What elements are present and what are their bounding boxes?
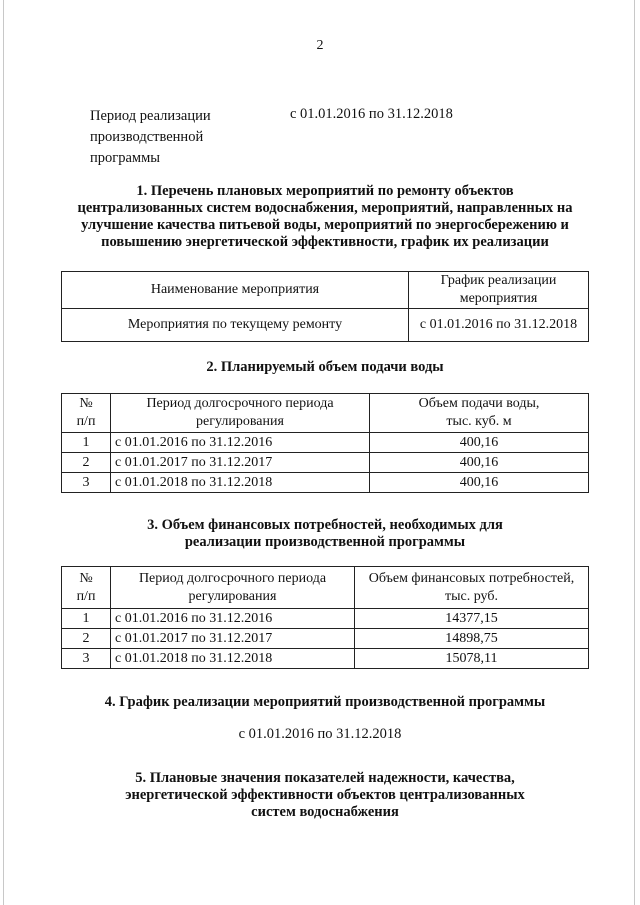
table-row: 3 с 01.01.2018 по 31.12.2018 400,16: [62, 473, 589, 493]
period-value: с 01.01.2016 по 31.12.2018: [290, 106, 453, 122]
section4-heading: 4. График реализации мероприятий производственной программы: [104, 694, 546, 710]
table-row: 1 с 01.01.2016 по 31.12.2016 400,16: [62, 433, 589, 453]
section1-table: [61, 271, 589, 342]
section3-heading: 3. Объем финансовых потребностей, необходимых для реализации производственной программы: [147, 517, 503, 550]
section2-table: [61, 393, 589, 493]
table-header-cell: Период долгосрочного периода регулирования: [111, 567, 355, 609]
table-header-cell: Объем финансовых потребностей, тыс. руб.: [355, 567, 589, 609]
table-header-cell: График реализации мероприятия: [409, 272, 589, 309]
section4-period-value: с 01.01.2016 по 31.12.2018: [238, 726, 402, 742]
table-row: 2 с 01.01.2017 по 31.12.2017 400,16: [62, 453, 589, 473]
period-label: Период реализации производственной программы: [90, 108, 211, 166]
table-cell: Мероприятия по текущему ремонту: [62, 309, 409, 342]
table-header-cell: Период долгосрочного периода регулирования: [111, 394, 370, 433]
table-header-cell: № п/п: [62, 567, 111, 609]
table-header-cell: № п/п: [62, 394, 111, 433]
table-header-cell: Наименование мероприятия: [62, 272, 409, 309]
table-row: 2 с 01.01.2017 по 31.12.2017 14898,75: [62, 629, 589, 649]
scan-edge-line: [3, 0, 4, 905]
table-row: 3 с 01.01.2018 по 31.12.2018 15078,11: [62, 649, 589, 669]
section5-heading: 5. Плановые значения показателей надежности, качества, энергетической эффективности объектов централизованных систем водоснабжения: [125, 770, 525, 820]
scan-edge-line: [634, 0, 635, 905]
section3-table: [61, 566, 589, 669]
table-cell: с 01.01.2016 по 31.12.2018: [409, 309, 589, 342]
table-row: 1 с 01.01.2016 по 31.12.2016 14377,15: [62, 609, 589, 629]
table-header-cell: Объем подачи воды, тыс. куб. м: [370, 394, 589, 433]
section2-heading: 2. Планируемый объем подачи воды: [206, 359, 444, 375]
section1-heading: 1. Перечень плановых мероприятий по ремонту объектов централизованных систем водоснабжения, мероприятий, направленных на улучшение качества питьевой воды, мероприятий по энергосбережению и повышению энергетической эффективности, график их реализации: [77, 183, 573, 250]
page-number: 2: [316, 38, 324, 53]
